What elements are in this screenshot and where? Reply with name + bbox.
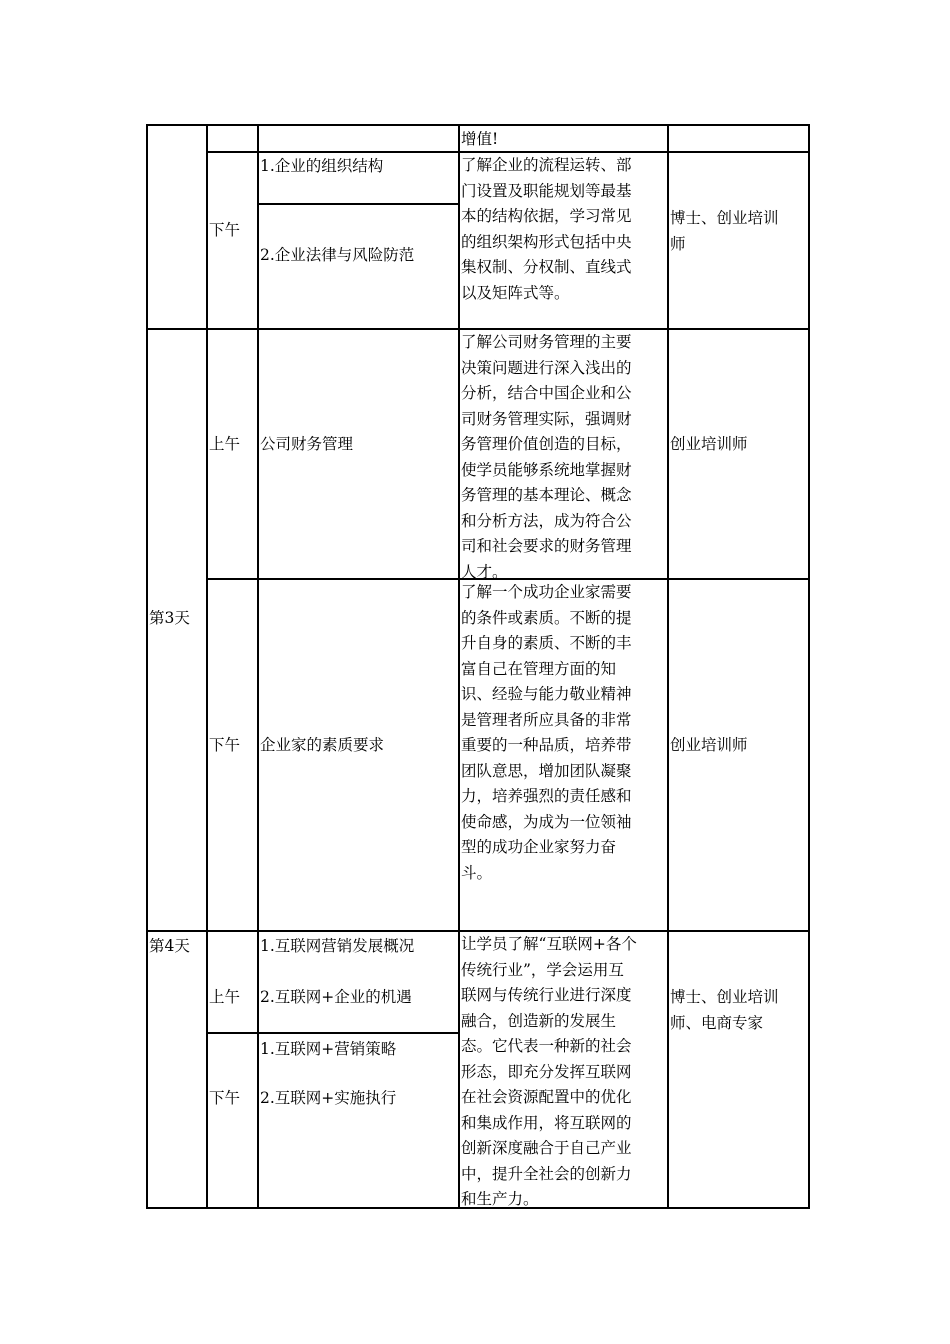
trainer-line: 博士、创业培训 xyxy=(670,988,779,1006)
d4-day-label: 第4天 xyxy=(149,937,190,955)
content-line: 和分析方法，成为符合公 xyxy=(461,511,632,530)
content-line: 以及矩阵式等。 xyxy=(461,283,570,302)
trainer-line: 师 xyxy=(670,234,686,253)
d4-am-topic-1: 1.互联网营销发展概况 xyxy=(260,937,415,955)
table-border-top xyxy=(146,124,810,126)
content-line: 融合，创造新的发展生 xyxy=(461,1011,617,1030)
content-line: 了解企业的流程运转、部 xyxy=(461,156,632,174)
d3-am-content xyxy=(461,330,632,585)
content-line: 富自己在管理方面的知 xyxy=(461,659,617,678)
topic-sep-d2pm xyxy=(257,203,460,205)
trainer-line: 师、电商专家 xyxy=(670,1013,764,1032)
content-line: 联网与传统行业进行深度 xyxy=(461,986,632,1004)
d4-trainer xyxy=(670,985,779,1036)
content-line: 务管理的基本理论、概念 xyxy=(461,486,632,504)
table-border-right xyxy=(808,124,810,1209)
d3-am-trainer: 创业培训师 xyxy=(670,435,748,453)
content-line: 的条件或素质。不断的提 xyxy=(461,608,632,627)
col-sep-content xyxy=(667,124,669,1209)
d4-pm-period: 下午 xyxy=(209,1089,241,1107)
content-line: 使命感，为成为一位领袖 xyxy=(461,812,632,831)
content-line: 司和社会要求的财务管理 xyxy=(461,537,632,555)
d3-pm-period: 下午 xyxy=(209,736,241,754)
content-line: 的组织架构形式包括中央 xyxy=(461,232,632,251)
d3-pm-content xyxy=(461,580,632,886)
content-line: 决策问题进行深入浅出的 xyxy=(461,358,632,377)
col-sep-period xyxy=(257,124,259,1209)
content-line: 务管理价值创造的目标， xyxy=(461,435,632,453)
content-line: 司财务管理实际，强调财 xyxy=(461,409,632,428)
table-border-left xyxy=(146,124,148,1209)
content-line: 人才。 xyxy=(461,562,508,581)
d3-pm-trainer: 创业培训师 xyxy=(670,736,748,754)
d2-pm-period: 下午 xyxy=(209,221,241,239)
d2-pm-trainer xyxy=(670,206,779,257)
content-line: 型的成功企业家努力奋 xyxy=(461,838,617,856)
content-line: 集权制、分权制、直线式 xyxy=(461,258,632,276)
cont-content-cell xyxy=(461,127,498,153)
content-line: 让学员了解“互联网+各个 xyxy=(461,935,637,953)
content-line: 和集成作用，将互联网的 xyxy=(461,1113,632,1132)
d3-day-label: 第3天 xyxy=(149,609,190,627)
d2-pm-topic-1: 1.企业的组织结构 xyxy=(260,157,384,175)
content-line: 本的结构依据，学习常见 xyxy=(461,207,632,225)
d3-pm-topic: 企业家的素质要求 xyxy=(260,736,385,754)
trainer-line: 博士、创业培训 xyxy=(670,209,779,227)
col-sep-topic xyxy=(458,124,460,1209)
d4-am-period: 上午 xyxy=(209,988,241,1006)
content-line: 传统行业”，学会运用互 xyxy=(461,960,624,979)
d2-pm-content xyxy=(461,153,632,306)
content-line: 了解公司财务管理的主要 xyxy=(461,333,632,351)
row-sep-d4am-end xyxy=(206,1032,460,1034)
content-line: 是管理者所应具备的非常 xyxy=(461,710,632,729)
content-line: 在社会资源配置中的优化 xyxy=(461,1088,632,1106)
d4-pm-topic-1: 1.互联网+营销策略 xyxy=(260,1040,397,1058)
d3-am-topic: 公司财务管理 xyxy=(260,435,354,453)
d4-pm-topic-2: 2.互联网+实施执行 xyxy=(260,1089,397,1107)
d4-am-topic-2: 2.互联网+企业的机遇 xyxy=(260,988,412,1006)
content-line: 门设置及职能规划等最基 xyxy=(461,181,632,200)
content-line: 和生产力。 xyxy=(461,1190,539,1208)
content-line: 态。它代表一种新的社会 xyxy=(461,1037,632,1055)
cont-content: 增值! xyxy=(461,130,499,148)
content-line: 形态，即充分发挥互联网 xyxy=(461,1062,632,1081)
content-line: 识、经验与能力敬业精神 xyxy=(461,685,632,703)
content-line: 了解一个成功企业家需要 xyxy=(461,583,632,601)
content-line: 创新深度融合于自己产业 xyxy=(461,1139,632,1157)
content-line: 团队意思，增加团队凝聚 xyxy=(461,761,632,780)
content-line: 升自身的素质、不断的丰 xyxy=(461,634,632,652)
d4-content xyxy=(461,932,637,1213)
content-line: 力，培养强烈的责任感和 xyxy=(461,787,632,805)
content-line: 重要的一种品质，培养带 xyxy=(461,736,632,754)
content-line: 斗。 xyxy=(461,863,493,882)
content-line: 分析，结合中国企业和公 xyxy=(461,384,632,402)
content-line: 使学员能够系统地掌握财 xyxy=(461,460,632,479)
col-sep-day xyxy=(206,124,208,1209)
d3-am-period: 上午 xyxy=(209,435,241,453)
content-line: 中，提升全社会的创新力 xyxy=(461,1164,632,1183)
d2-pm-topic-2: 2.企业法律与风险防范 xyxy=(260,246,415,264)
